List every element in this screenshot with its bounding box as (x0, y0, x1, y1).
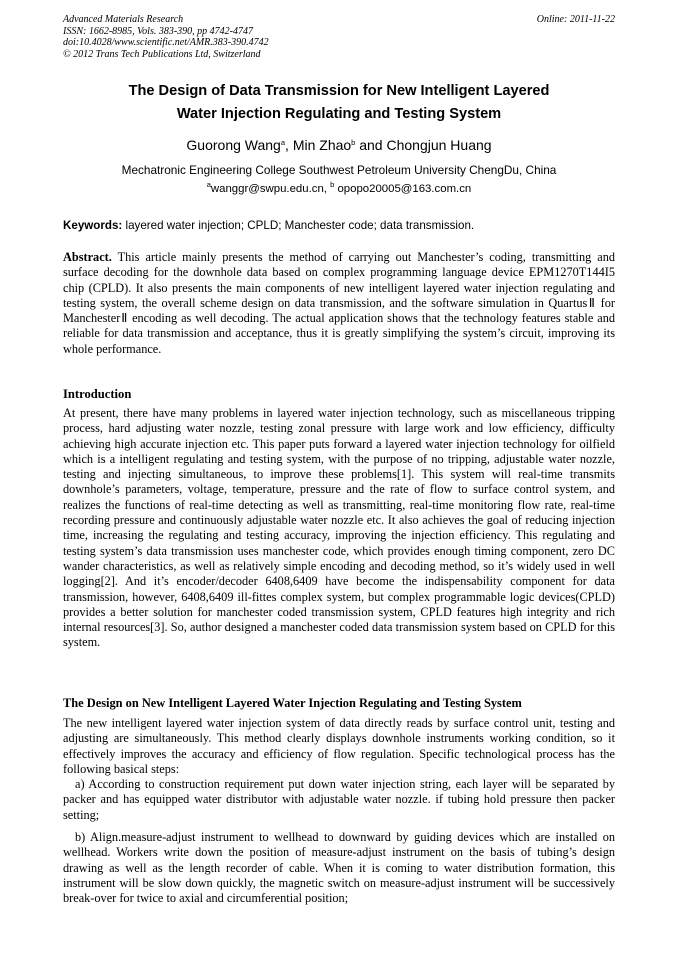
email-a-marker: a (206, 180, 211, 189)
process-step-b: b) Align.measure-adjust instrument to wellhead to downward by guiding devices which are installed on wellhead. Workers write down the position of measure-adjust instrument on the basis of tubing’s design drawing as well as the length recorder of cable. When it is coming to water distribution formation, this instrument will be slow down quickly, the magnetic switch on measure-adjust instrument will be successively break-over for twice to axial and circumferential position; (63, 830, 615, 906)
author-list (63, 136, 615, 154)
author-2-affil-marker: b (351, 138, 356, 147)
author-emails (63, 181, 615, 197)
email-b-marker: b (330, 180, 335, 189)
introduction-body: At present, there have many problems in layered water injection technology, such as miscellaneous tripping process, hard adjusting water nozzle, testing zonal pressure with large work and low efficiency, difficulty achieving high accurate injection etc. This paper puts forward a layered water injection technology for oilfield which is a intelligent regulating and testing system, with the purpose of no tripping, adjustable water nozzle, testing and injecting simultaneous, to improve these problems[1]. This system will real-time transmits downhole’s parameters, voltage, temperature, pressure and the rate of flow to surface control system, and realizes the functions of real-time detecting as well as transmitting, real-time monitoring flow rate, real-time recording pressure and continuously adjustable water nozzle etc. It also achieves the goal of reducing injection time, increasing the regulating and testing accuracy, improving the injection efficiency. This regulating and testing system’s data transmission uses manchester code, which provides enough timing component, zero DC wander characteristics, as well as relatively simple encoding and decoding method, so it’s widely used in well logging[2]. And it’s encoder/decoder 6408,6409 have become the indispensability component for data transmission, however, 6408,6409 ill-fittes complex system, but complex programmable logic devices(CPLD) provides a better solution for manchester coded transmission system, CPLD features high integrity and rich internal resources[3]. So, author designed a manchester coded data transmission system based on CPLD for this system. (63, 406, 615, 650)
abstract-text: This article mainly presents the method of carrying out Manchester’s coding, transmitting and surface decoding for the downhole data based on complex programming language device EPM1270T144I5 chip (CPLD). It also presents the main components of new intelligent layered water injection regulating and testing system, the overall scheme design on data transmission, and the software simulation in QuartusⅡ for ManchesterⅡ encoding as well decoding. The actual application shows that the technology features stable and reliable for data transmission and acceptance, thus it is greatly simplifying the system’s circuit, improving its whole performance. (63, 250, 615, 356)
title-line-1: The Design of Data Transmission for New Intelligent Layered (128, 83, 550, 99)
author-separator: and (355, 137, 387, 153)
abstract (63, 250, 615, 357)
keywords-text: layered water injection; CPLD; Manchester code; data transmission. (122, 219, 475, 232)
email-b[interactable]: opopo20005@163.com.cn (334, 183, 472, 195)
online-date: Online: 2011-11-22 (536, 14, 615, 25)
journal-header (63, 14, 615, 60)
abstract-label: Abstract. (63, 250, 112, 264)
author-1-affil-marker: a (280, 138, 286, 147)
copyright-line: © 2012 Trans Tech Publications Ltd, Switzerland (63, 48, 261, 60)
introduction-heading: Introduction (63, 387, 132, 401)
journal-name: Advanced Materials Research (63, 14, 184, 25)
email-a[interactable]: wanggr@swpu.edu.cn, (210, 183, 331, 195)
design-section-heading: The Design on New Intelligent Layered Water Injection Regulating and Testing System (63, 696, 522, 710)
author-1-name: Guorong Wang (186, 137, 281, 153)
author-separator: , (285, 137, 293, 153)
paper-title (63, 80, 615, 126)
doi-link[interactable]: doi:10.4028/www.scientific.net/AMR.383-390.4742 (63, 37, 269, 48)
title-line-2: Water Injection Regulating and Testing System (176, 106, 502, 122)
issn-line: ISSN: 1662-8985, Vols. 383-390, pp 4742-4747 (63, 25, 253, 37)
keywords (63, 218, 615, 233)
keywords-label: Keywords: (63, 219, 123, 232)
author-2-name: Min Zhao (292, 137, 352, 153)
design-section-body: The new intelligent layered water injection system of data directly reads by surface control unit, testing and adjusting are simultaneously. This method clearly displays downhole instruments working condition, so it effectively improves the accuracy and efficiency of flow regulation. Specific technological process has the following basical steps: (63, 716, 615, 776)
affiliation: Mechatronic Engineering College Southwest Petroleum University ChengDu, China (121, 163, 557, 177)
process-step-a: a) According to construction requirement put down water injection string, each layer will be separated by packer and has equipped water distributor with adjustable water nozzle. if tubing hold pressure then packer setting; (63, 777, 615, 822)
author-3-name: Chongjun Huang (386, 137, 492, 153)
